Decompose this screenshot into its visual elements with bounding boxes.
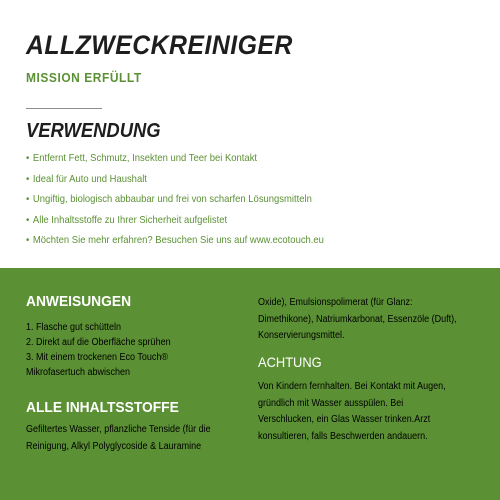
list-item-text: Ideal für Auto und Haushalt — [32, 172, 147, 185]
list-item-text: Ungiftig, biologisch abbaubar und frei von scharfen Lösungsmitteln — [32, 193, 312, 205]
inhaltsstoffe-text — [26, 422, 211, 455]
verwendung-heading: VERWENDUNG — [26, 120, 161, 142]
bullet-icon: • — [26, 234, 30, 246]
achtung-text — [258, 379, 446, 445]
step-item: Mikrofasertuch abwischen — [26, 367, 131, 378]
text-line: Von Kindern fernhalten. Bei Kontakt mit Augen, — [258, 381, 446, 392]
step-item: 1. Flasche gut schütteln — [26, 322, 122, 333]
verwendung-list — [26, 152, 357, 255]
step-item: 2. Direkt auf die Oberfläche sprühen — [26, 337, 171, 348]
text-line: Konservierungsmittel. — [258, 330, 345, 341]
divider-rule — [26, 108, 102, 109]
list-item-text: Alle Inhaltsstoffe zu Ihrer Sicherheit aufgelistet — [32, 213, 228, 226]
bullet-icon: • — [26, 193, 30, 205]
text-line: Gefiltertes Wasser, pflanzliche Tenside (für die — [26, 424, 211, 435]
inhaltsstoffe-heading: ALLE INHALTSSTOFFE — [26, 399, 179, 416]
text-line: Verschlucken, ein Glas Wasser trinken.Arzt — [258, 414, 431, 425]
anweisungen-steps — [26, 320, 187, 380]
anweisungen-heading: ANWEISUNGEN — [26, 293, 132, 310]
list-item — [26, 234, 324, 255]
list-item-text: Möchten Sie mehr erfahren? Besuchen Sie uns auf www.ecotouch.eu — [32, 234, 324, 246]
bullet-icon: • — [26, 213, 30, 226]
list-item — [26, 152, 324, 173]
achtung-heading: ACHTUNG — [258, 354, 322, 370]
text-line: Dimethikone), Natriumkarbonat, Essenzöle (Duft), — [258, 313, 457, 325]
text-line: gründlich mit Wasser ausspülen. Bei — [258, 397, 404, 409]
product-subtitle: MISSION ERFÜLLT — [26, 70, 142, 85]
step-item: 3. Mit einem trockenen Eco Touch® — [26, 352, 169, 363]
text-line: Reinigung, Alkyl Polyglycoside & Lauramine — [26, 440, 202, 452]
text-line: Oxide), Emulsionspolimerat (für Glanz: — [258, 297, 413, 308]
inhaltsstoffe-continued-text — [258, 295, 457, 345]
list-item — [26, 193, 324, 214]
bullet-icon: • — [26, 172, 30, 185]
list-item — [26, 173, 324, 194]
bullet-icon: • — [26, 152, 30, 164]
list-item-text: Entfernt Fett, Schmutz, Insekten und Teer bei Kontakt — [32, 152, 258, 164]
list-item — [26, 214, 324, 235]
product-title: ALLZWECKREINIGER — [26, 30, 293, 60]
text-line: konsultieren, falls Beschwerden andauern. — [258, 430, 428, 442]
